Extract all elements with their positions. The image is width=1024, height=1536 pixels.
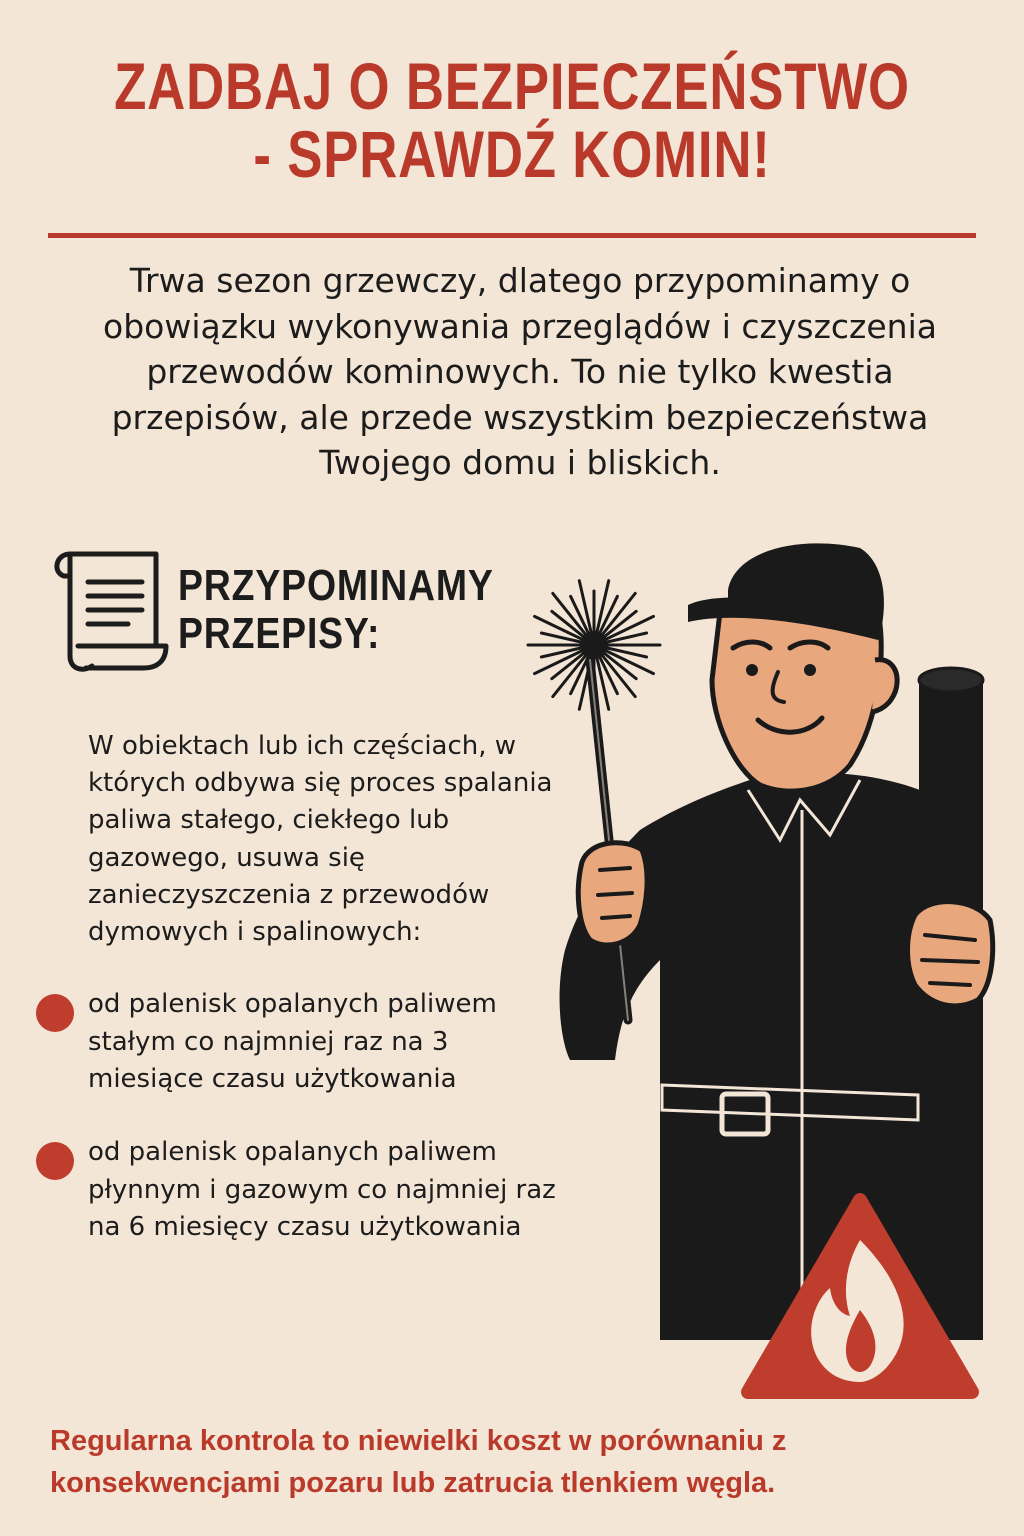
- left-hand-icon: [578, 843, 647, 945]
- title-divider: [48, 233, 976, 238]
- chimney-sweep-illustration: [520, 530, 1000, 1410]
- scroll-document-icon: [48, 546, 172, 676]
- sweep-face-icon: [712, 612, 897, 791]
- bullet-dot-icon: [36, 1142, 74, 1180]
- title-line-1: ZADBAJ O BEZPIECZEŃSTWO: [114, 49, 910, 123]
- bullet-dot-icon: [36, 994, 74, 1032]
- list-item: [88, 1134, 558, 1247]
- rules-heading: [178, 562, 494, 658]
- footer-note: Regularna kontrola to niewielki koszt w porównaniu z konsekwencjami pozaru lub zatrucia tlenkiem węgla.: [50, 1425, 787, 1499]
- list-item-text: od palenisk opalanych paliwem stałym co najmniej raz na 3 miesiące czasu użytkowania: [88, 989, 497, 1094]
- page-title: [102, 49, 921, 191]
- rules-heading-line-1: PRZYPOMINAMY: [178, 561, 494, 610]
- list-item: [88, 986, 558, 1099]
- list-item-text: od palenisk opalanych paliwem płynnym i gazowym co najmniej raz na 6 miesięcy czasu użytkowania: [88, 1137, 556, 1242]
- intro-paragraph: Trwa sezon grzewczy, dlatego przypominamy o obowiązku wykonywania przeglądów i czyszczenia przewodów kominowych. To nie tylko kwestia przepisów, ale przede wszystkim bezpieczeństwa Twojego domu i bliskich.: [103, 261, 937, 482]
- rules-heading-line-2: PRZEPISY:: [178, 609, 381, 658]
- title-line-2: - SPRAWDŹ KOMIN!: [253, 117, 771, 191]
- right-hand-icon: [908, 902, 993, 1006]
- rules-body-text: W obiektach lub ich częściach, w których odbywa się proces spalania paliwa stałego, ciekłego lub gazowego, usuwa się zanieczyszczenia z przewodów dymowych i spalinowych:: [88, 731, 553, 948]
